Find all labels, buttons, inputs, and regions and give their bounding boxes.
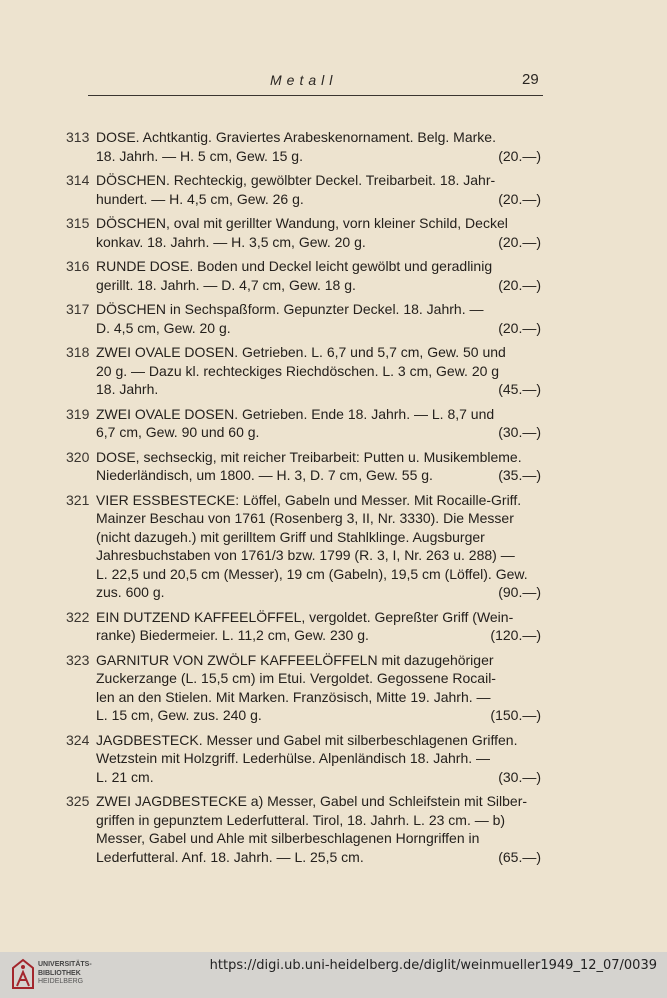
catalog-entry	[0, 792, 667, 866]
entry-price: (35.—)	[498, 467, 541, 483]
entry-line-text: Lederfutteral. Anf. 18. Jahrh. — L. 25,5 cm.	[96, 848, 364, 865]
entry-price: (20.—)	[498, 276, 541, 293]
library-logo-text[interactable]	[38, 961, 92, 987]
entry-line-text: 18. Jahrh.	[96, 381, 159, 397]
entry-line-text: gerillt. 18. Jahrh. — D. 4,7 cm, Gew. 18 g.	[96, 276, 356, 293]
entry-line-text: DÖSCHEN, oval mit gerillter Wandung, vorn kleiner Schild, Deckel	[96, 215, 508, 231]
entry-line-text: ZWEI OVALE DOSEN. Getrieben. Ende 18. Jahrh. — L. 8,7 und	[96, 405, 495, 422]
entry-line-text: EIN DUTZEND KAFFEELÖFFEL, vergoldet. Gepreßter Griff (Wein-	[96, 608, 514, 625]
page-number: 29	[522, 71, 539, 88]
entry-number: 325	[66, 793, 90, 809]
entry-line-text: ZWEI JAGDBESTECKE a) Messer, Gabel und Schleifstein mit Silber-	[96, 793, 528, 809]
entry-line-text: RUNDE DOSE. Boden und Deckel leicht gewölbt und geradlinig	[96, 258, 493, 274]
entry-line-text: konkav. 18. Jahrh. — H. 3,5 cm, Gew. 20 g.	[96, 233, 366, 250]
entry-line-text: Mainzer Beschau von 1761 (Rosenberg 3, II, Nr. 3330). Die Messer	[96, 510, 514, 526]
catalog-entry	[0, 651, 667, 725]
entry-description	[96, 171, 541, 208]
running-header-title: Metall	[270, 72, 338, 88]
entry-description	[96, 608, 541, 645]
entry-line	[96, 128, 541, 147]
entry-price: (90.—)	[498, 584, 541, 600]
entry-number: 324	[66, 731, 90, 748]
catalog-entry	[0, 343, 667, 399]
entry-line	[96, 509, 541, 528]
entry-line	[96, 688, 541, 707]
entry-line	[96, 528, 541, 547]
logo-line-1: UNIVERSITÄTS-	[38, 961, 92, 968]
entry-line-text: DOSE, sechseckig, mit reicher Treibarbeit: Putten u. Musikembleme.	[96, 448, 522, 465]
entry-line-text: 18. Jahrh. — H. 5 cm, Gew. 15 g.	[96, 147, 303, 164]
entry-line-text: DÖSCHEN in Sechspaßform. Gepunzter Deckel. 18. Jahrh. —	[96, 301, 484, 317]
entry-price: (150.—)	[490, 707, 541, 723]
entry-line	[96, 626, 541, 645]
catalog-entry	[0, 491, 667, 602]
entry-number: 314	[66, 172, 90, 188]
entry-line	[96, 423, 541, 442]
entry-line-text: (nicht dazugeh.) mit gerilltem Griff und Stahlklinge. Augsburger	[96, 528, 485, 545]
entry-line	[96, 706, 541, 725]
entry-number: 319	[66, 405, 90, 422]
entry-line-text: Niederländisch, um 1800. — H. 3, D. 7 cm, Gew. 55 g.	[96, 467, 433, 483]
entry-price: (30.—)	[498, 768, 541, 785]
catalog-entry	[0, 405, 667, 442]
entry-line-text: ZWEI OVALE DOSEN. Getrieben. L. 6,7 und 5,7 cm, Gew. 50 und	[96, 344, 506, 360]
entry-line-text: zus. 600 g.	[96, 584, 165, 600]
entry-line	[96, 491, 541, 510]
entry-line	[96, 731, 541, 750]
entry-number: 316	[66, 258, 90, 274]
entry-line-text: 20 g. — Dazu kl. rechteckiges Riechdöschen. L. 3 cm, Gew. 20 g	[96, 362, 500, 379]
entry-line-text: griffen in gepunztem Lederfutteral. Tirol, 18. Jahrh. L. 23 cm. — b)	[96, 811, 506, 828]
entry-line-text: L. 22,5 und 20,5 cm (Messer), 19 cm (Gabeln), 19,5 cm (Löffel). Gew.	[96, 565, 528, 582]
entry-line-text: 6,7 cm, Gew. 90 und 60 g.	[96, 424, 260, 440]
university-seal-icon[interactable]	[10, 958, 36, 992]
entry-line	[96, 405, 541, 424]
entry-line	[96, 829, 541, 848]
entry-line	[96, 811, 541, 830]
catalog-entry	[0, 608, 667, 645]
entry-line	[96, 546, 541, 565]
entry-number: 318	[66, 344, 90, 360]
entry-line	[96, 190, 541, 209]
logo-line-3: HEIDELBERG	[38, 978, 84, 985]
entry-price: (30.—)	[498, 424, 541, 440]
entry-price: (45.—)	[498, 381, 541, 397]
entry-line	[96, 466, 541, 485]
entry-number: 315	[66, 215, 90, 231]
entry-description	[96, 651, 541, 725]
entry-line	[96, 848, 541, 867]
entry-line-text: JAGDBESTECK. Messer und Gabel mit silberbeschlagenen Griffen.	[96, 731, 518, 748]
entry-line	[96, 669, 541, 688]
entry-number: 321	[66, 491, 90, 508]
entry-line-text: L. 15 cm, Gew. zus. 240 g.	[96, 707, 262, 723]
entry-number: 323	[66, 651, 90, 668]
entry-line	[96, 608, 541, 627]
catalog-entry	[0, 128, 667, 165]
entry-line	[96, 565, 541, 584]
entry-line-text: len an den Stielen. Mit Marken. Französisch, Mitte 19. Jahrh. —	[96, 688, 491, 705]
entry-price: (20.—)	[498, 233, 541, 250]
entry-line-text: GARNITUR VON ZWÖLF KAFFEELÖFFELN mit dazugehöriger	[96, 651, 494, 668]
entry-description	[96, 214, 541, 251]
entry-line	[96, 362, 541, 381]
entry-line	[96, 651, 541, 670]
entry-price: (120.—)	[490, 627, 541, 643]
entry-description	[96, 405, 541, 442]
entry-line-text: VIER ESSBESTECKE: Löffel, Gabeln und Messer. Mit Rocaille-Griff.	[96, 491, 522, 508]
entry-line-text: D. 4,5 cm, Gew. 20 g.	[96, 319, 231, 336]
catalog-entry	[0, 171, 667, 208]
entry-line	[96, 319, 541, 338]
entry-line	[96, 147, 541, 166]
catalog-entry	[0, 300, 667, 337]
entry-line-text: Jahresbuchstaben von 1761/3 bzw. 1799 (R. 3, I, Nr. 263 u. 288) —	[96, 547, 515, 563]
entry-line	[96, 380, 541, 399]
entry-line-text: L. 21 cm.	[96, 768, 154, 785]
entry-description	[96, 731, 541, 787]
entry-price: (20.—)	[498, 147, 541, 164]
entry-description	[96, 128, 541, 165]
entry-line-text: DOSE. Achtkantig. Graviertes Arabeskenornament. Belg. Marke.	[96, 129, 496, 145]
catalog-entry	[0, 731, 667, 787]
entry-price: (20.—)	[498, 319, 541, 336]
catalog-entry	[0, 448, 667, 485]
entry-description	[96, 792, 541, 866]
source-url-link[interactable]: https://digi.ub.uni-heidelberg.de/diglit/weinmueller1949_12_07/0039	[209, 958, 657, 973]
entry-line-text: hundert. — H. 4,5 cm, Gew. 26 g.	[96, 190, 304, 207]
entry-line	[96, 300, 541, 319]
entry-price: (65.—)	[498, 848, 541, 865]
entry-description	[96, 343, 541, 399]
entry-description	[96, 491, 541, 602]
header-divider	[88, 95, 543, 96]
entry-line-text: Zuckerzange (L. 15,5 cm) im Etui. Vergoldet. Gegossene Rocail-	[96, 670, 496, 686]
entry-number: 317	[66, 301, 90, 317]
entry-line	[96, 768, 541, 787]
entry-line-text: Messer, Gabel und Ahle mit silberbeschlagenen Horngriffen in	[96, 830, 480, 846]
entry-price: (20.—)	[498, 190, 541, 207]
entry-line-text: ranke) Biedermeier. L. 11,2 cm, Gew. 230 g.	[96, 627, 369, 643]
entry-line	[96, 343, 541, 362]
entry-number: 320	[66, 448, 90, 465]
entry-line	[96, 448, 541, 467]
entry-line	[96, 792, 541, 811]
entry-line	[96, 257, 541, 276]
entry-line-text: Wetzstein mit Holzgriff. Lederhülse. Alpenländisch 18. Jahrh. —	[96, 750, 491, 766]
entry-number: 322	[66, 608, 90, 625]
entry-line	[96, 233, 541, 252]
entry-line	[96, 276, 541, 295]
catalog-entries	[0, 128, 667, 872]
entry-line	[96, 214, 541, 233]
entry-line	[96, 171, 541, 190]
catalog-entry	[0, 214, 667, 251]
entry-description	[96, 257, 541, 294]
entry-number: 313	[66, 129, 90, 145]
logo-line-2: BIBLIOTHEK	[38, 969, 81, 977]
entry-line	[96, 583, 541, 602]
entry-description	[96, 300, 541, 337]
entry-description	[96, 448, 541, 485]
catalog-entry	[0, 257, 667, 294]
entry-line	[96, 749, 541, 768]
entry-line-text: DÖSCHEN. Rechteckig, gewölbter Deckel. Treibarbeit. 18. Jahr-	[96, 172, 496, 188]
